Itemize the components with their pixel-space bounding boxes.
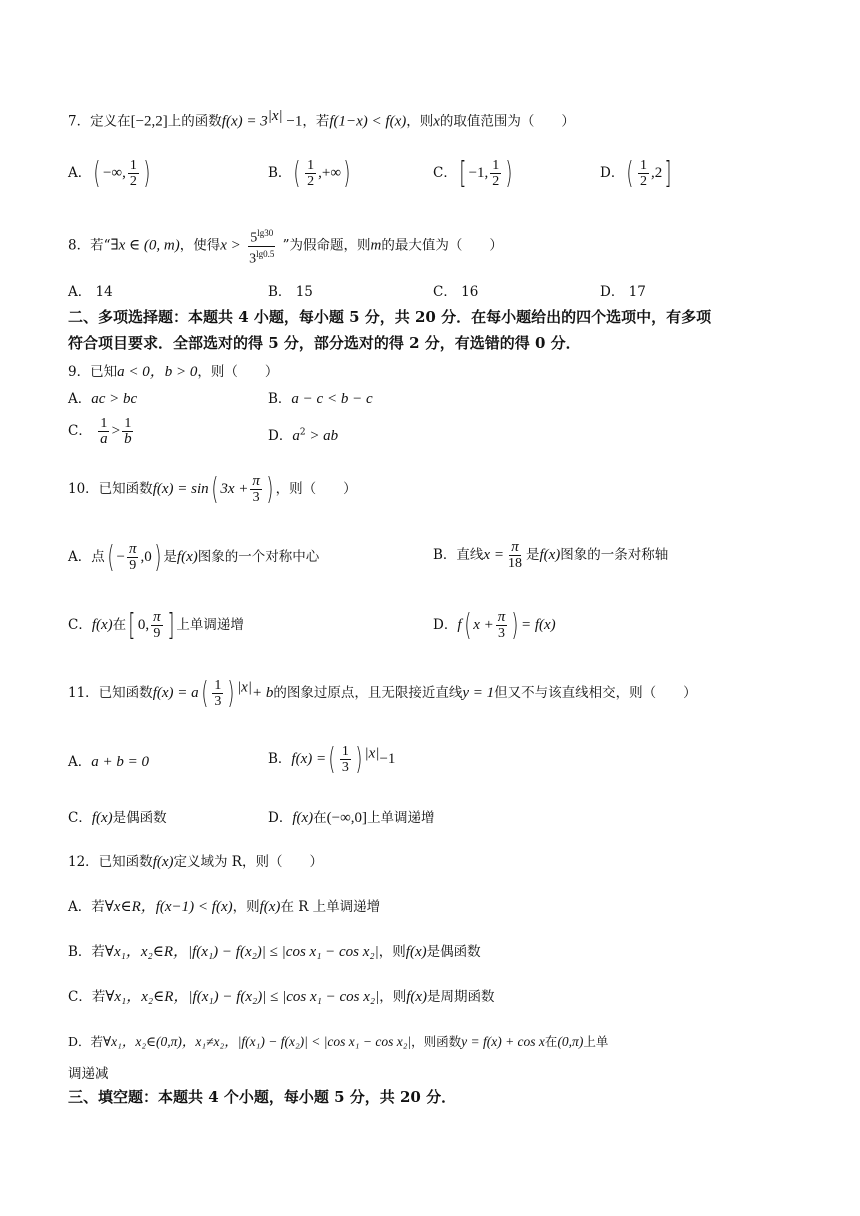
numerator: π xyxy=(128,541,137,557)
option-mid: ，则 xyxy=(379,989,407,1005)
denominator: 2 xyxy=(307,174,315,189)
option-tail: > ab xyxy=(305,428,339,444)
q7-func: f(x) = 3 xyxy=(221,113,268,130)
q11-option-b[interactable]: B．f(x) =( $\frac{1}{3}$ ) $^{|x|}$−1 xyxy=(268,742,396,777)
q11-option-a[interactable] xyxy=(68,750,149,771)
numerator: π xyxy=(252,473,260,489)
q11-text-a: 11．已知函数 xyxy=(68,685,153,701)
option-tail: 是偶函数 xyxy=(112,810,167,826)
option-rhs: = f(x) xyxy=(520,617,556,633)
option-label: D． xyxy=(433,617,458,633)
numerator: 1 xyxy=(307,158,315,173)
option-tail: 上单调递增 xyxy=(367,810,435,826)
q11-exp: |x| xyxy=(237,679,252,696)
fraction-1 xyxy=(98,416,110,447)
q7-stem xyxy=(68,108,575,131)
option-func: f(x) xyxy=(292,810,314,826)
option-label: A．点 xyxy=(68,549,105,565)
q12-option-d[interactable] xyxy=(68,1030,608,1050)
denominator: 9 xyxy=(129,558,137,573)
option-label: C． xyxy=(68,617,92,633)
option-is: 是 xyxy=(525,547,540,563)
section-2-line2: 符合项目要求．全部选对的得 5 分，部分选对的得 2 分，有选错的得 0 分． xyxy=(68,334,581,352)
q10-option-d[interactable]: D．f( x + $\frac{\pi}{3}$ ) = f(x) xyxy=(433,608,556,643)
q12-option-c[interactable] xyxy=(68,985,495,1006)
option-exp: |x| xyxy=(364,745,380,762)
option-mid: ，则函数 xyxy=(411,1034,462,1049)
option-fraction xyxy=(490,158,501,189)
q11-fraction xyxy=(212,678,223,709)
q9-option-b[interactable] xyxy=(268,387,373,408)
option-label: A．若 xyxy=(68,899,105,915)
numerator: π xyxy=(153,609,161,625)
option-sup: 2 xyxy=(299,427,306,438)
option-label: A． xyxy=(68,165,92,181)
numerator: 1 xyxy=(124,416,132,431)
q11-text-b: 的图象过原点，且无限接近直线 xyxy=(273,685,463,701)
q9-cond: a < 0，b > 0 xyxy=(117,364,198,380)
option-fraction xyxy=(128,158,139,189)
operator: > xyxy=(111,423,121,439)
q7-interval: [−2,2] xyxy=(130,113,168,130)
option-quantifier: ∀x₁，x₂∈R， xyxy=(105,989,189,1005)
option-tail: 在 R 上单调递增 xyxy=(280,899,381,915)
option-label: B． xyxy=(268,751,292,767)
q9-option-d[interactable] xyxy=(268,424,338,445)
option-quantifier: ∀x∈R， xyxy=(104,899,156,915)
q8-ineq: x > xyxy=(220,237,241,254)
option-func: f(x) xyxy=(406,989,428,1005)
option-func: f(x) xyxy=(91,617,113,633)
q7-func-tail: −1 xyxy=(282,113,303,130)
option-label: C．若 xyxy=(68,989,106,1005)
section-3-title: 三、填空题：本题共 4 个小题，每小题 5 分，共 20 分． xyxy=(68,1088,457,1106)
option-left: − xyxy=(116,549,125,565)
option-label: C． xyxy=(68,423,92,439)
q11-option-d[interactable] xyxy=(268,806,435,827)
q12-text-a: 12．已知函数 xyxy=(68,854,153,870)
option-in: 在 xyxy=(313,810,327,826)
q10-option-c[interactable]: C．f(x)在[ 0, $\frac{\pi}{9}$ ] 上单调递增 xyxy=(68,608,244,643)
option-inner: x + xyxy=(473,617,494,633)
option-expr: ac > bc xyxy=(91,391,138,407)
denominator: 18 xyxy=(507,556,522,571)
q11-option-c[interactable] xyxy=(68,806,167,827)
option-left: 0, xyxy=(137,617,150,633)
denominator: a xyxy=(100,431,108,447)
option-cond: f(x−1) < f(x) xyxy=(155,899,233,915)
option-label: D． xyxy=(268,428,293,444)
option-func: f(x) = xyxy=(291,751,327,767)
q10-text-a: 10．已知函数 xyxy=(68,481,153,497)
q8-stem xyxy=(68,226,503,266)
numerator: 1 xyxy=(100,416,108,431)
option-expr: a + b = 0 xyxy=(91,754,149,770)
option-is: 是 xyxy=(163,549,177,565)
denominator: 2 xyxy=(492,174,500,189)
q8-text-a: 8．若“ xyxy=(68,237,111,254)
option-quantifier: ∀x₁，x₂∈R， xyxy=(104,944,188,960)
q8-option-a[interactable]: A． 14 xyxy=(68,284,113,300)
numerator: 1 xyxy=(341,744,349,759)
q7-var: x xyxy=(433,113,440,130)
option-tail: 图象的一个对称中心 xyxy=(197,549,320,565)
q8-var: m xyxy=(370,237,382,254)
q7-text-b: 上的函数 xyxy=(167,113,222,130)
q11-func: f(x) = a xyxy=(152,685,199,701)
q8-option-c[interactable]: C． 16 xyxy=(433,284,479,300)
q10-option-b[interactable] xyxy=(433,540,668,571)
option-mid: ，则 xyxy=(378,944,406,960)
q7-text: 7．定义在 xyxy=(68,113,131,130)
q12-func: f(x) xyxy=(152,854,174,870)
option-label: D． xyxy=(268,810,293,826)
option-interval: (0,π) xyxy=(557,1034,584,1049)
q11-line: y = 1 xyxy=(462,685,495,701)
q7-text-e: 的取值范围为（ ） xyxy=(439,113,575,130)
q7-option-b[interactable]: B．( $\frac{1}{2}$ ,+∞) xyxy=(268,156,351,191)
option-tail: 上单调递增 xyxy=(176,617,244,633)
q12-stem xyxy=(68,850,323,871)
option-label: B．若 xyxy=(68,944,105,960)
q9-text-b: ，则（ ） xyxy=(197,364,279,380)
option-fraction xyxy=(506,540,524,571)
option-label: C． xyxy=(68,810,92,826)
q11-stem: 11．已知函数f(x) = a( $\frac{1}{3}$ ) $^{|x|}$+ b的图象过原点，且无限接近直线y = 1但又不与该直线相交，则（ ） xyxy=(68,676,697,711)
option-tail: 是偶函数 xyxy=(426,944,481,960)
numerator: 1 xyxy=(640,158,648,173)
q7-text-c: ，若 xyxy=(302,113,330,130)
q7-option-c[interactable]: C．[ −1, $\frac{1}{2}$ ) xyxy=(433,156,513,191)
q8-den-exp: lg0.5 xyxy=(256,248,275,259)
option-label: A． xyxy=(68,754,92,770)
q8-text-d: 的最大值为（ ） xyxy=(381,237,503,254)
denominator: b xyxy=(124,431,132,447)
option-fraction xyxy=(638,158,649,189)
option-func: f(x) xyxy=(259,899,281,915)
option-right: ,+∞ xyxy=(318,165,342,181)
q11-tail: + b xyxy=(251,685,274,701)
option-right: ,0 xyxy=(140,549,152,565)
option-cond: |f(x₁) − f(x₂)| ≤ |cos x₁ − cos x₂| xyxy=(188,989,380,1005)
option-tail: 图象的一条对称轴 xyxy=(560,547,669,563)
q8-text-b: ，使得 xyxy=(179,237,221,254)
q10-inner: 3x + xyxy=(220,481,249,497)
q12-option-d-wrap: 调递减 xyxy=(68,1066,109,1082)
denominator: 2 xyxy=(640,174,648,189)
option-left: −1, xyxy=(468,165,489,181)
option-lhs: x = xyxy=(483,547,504,563)
q10-func: f(x) = sin xyxy=(152,481,209,497)
q7-exp: |x| xyxy=(267,108,283,124)
denominator: 3 xyxy=(214,694,222,709)
option-in: 在 xyxy=(112,617,127,633)
option-cond: |f(x₁) − f(x₂)| ≤ |cos x₁ − cos x₂| xyxy=(188,944,379,960)
q9-option-c[interactable] xyxy=(68,416,136,447)
q8-option-d[interactable]: D． 17 xyxy=(600,284,646,300)
q12-option-a[interactable] xyxy=(68,895,380,916)
option-func: f(x) xyxy=(539,547,561,563)
option-tail: 上单 xyxy=(583,1034,609,1049)
q7-option-a[interactable]: A．( −∞, $\frac{1}{2}$ ) xyxy=(68,156,151,191)
q12-text-b: 定义域为 R，则（ ） xyxy=(173,854,323,870)
option-fraction xyxy=(496,610,508,641)
q11-text-c: 但又不与该直线相交，则（ ） xyxy=(494,685,697,701)
denominator: 3 xyxy=(341,760,349,775)
option-label: D．若 xyxy=(68,1034,104,1049)
option-interval: (−∞,0] xyxy=(326,810,368,826)
option-func: f(x) xyxy=(405,944,427,960)
denominator: 9 xyxy=(153,626,161,641)
option-tail: 是周期函数 xyxy=(427,989,495,1005)
numerator: 1 xyxy=(129,158,137,173)
q9-option-a[interactable] xyxy=(68,387,137,408)
option-cond: |f(x₁) − f(x₂)| < |cos x₁ − cos x₂| xyxy=(237,1034,412,1049)
q8-exists: ∃x ∈ (0, m) xyxy=(110,237,180,254)
option-in: 在 xyxy=(544,1034,558,1049)
option-label: B．直线 xyxy=(433,547,484,563)
denominator: 3 xyxy=(498,626,505,641)
q7-option-d[interactable]: D．( $\frac{1}{2}$ ,2] xyxy=(600,156,672,191)
option-label: B． xyxy=(268,165,292,181)
denominator: 2 xyxy=(129,174,137,189)
q8-num-exp: lg30 xyxy=(257,228,274,238)
option-fraction xyxy=(151,610,163,641)
option-quantifier: ∀x₁，x₂∈(0,π)，x₁≠x₂， xyxy=(103,1034,238,1049)
option-func: f(x) xyxy=(176,549,198,565)
q10-text-b: ，则（ ） xyxy=(275,481,357,497)
q10-option-a[interactable]: A．点( − $\frac{\pi}{9}$ ,0) 是f(x)图象的一个对称中心 xyxy=(68,540,320,575)
q8-fraction xyxy=(247,226,276,266)
q9-text-a: 9．已知 xyxy=(68,364,118,380)
q10-stem: 10．已知函数f(x) = sin( 3x + $\frac{\pi}{3}$ ) ，则（ ） xyxy=(68,472,357,507)
section-2-line1: 二、多项选择题：本题共 4 小题，每小题 5 分，共 20 分．在每小题给出的四个选项中，有多项 xyxy=(68,308,712,326)
q9-stem xyxy=(68,360,278,381)
q8-text-c: ”为假命题，则 xyxy=(282,237,371,254)
q12-option-b[interactable] xyxy=(68,940,481,961)
option-expr: a − c < b − c xyxy=(291,391,373,407)
numerator: π xyxy=(497,609,506,625)
numerator: 1 xyxy=(214,678,222,693)
q7-text-d: ，则 xyxy=(406,113,434,130)
q8-option-b[interactable]: B． 15 xyxy=(268,284,313,300)
q8-num: 5 xyxy=(250,230,258,246)
option-fraction xyxy=(127,542,139,573)
q7-cond: f(1−x) < f(x) xyxy=(329,113,407,130)
fraction-2 xyxy=(122,416,134,447)
option-expr: a xyxy=(292,428,300,444)
numerator: π xyxy=(511,539,519,555)
option-left: −∞, xyxy=(102,165,126,181)
denominator: 3 xyxy=(252,490,260,505)
option-right: ,2 xyxy=(651,165,663,181)
option-func: y = f(x) + cos x xyxy=(461,1034,545,1049)
option-label: A． xyxy=(68,391,92,407)
option-fraction xyxy=(305,158,316,189)
option-func: f(x) xyxy=(91,810,113,826)
q8-den: 3 xyxy=(249,251,257,267)
option-label: D． xyxy=(600,165,625,181)
option-label: B． xyxy=(268,391,292,407)
q10-fraction xyxy=(250,474,262,505)
numerator: 1 xyxy=(492,158,500,173)
option-tail: −1 xyxy=(379,751,396,767)
option-label: C． xyxy=(433,165,457,181)
option-func: f xyxy=(457,617,462,633)
option-mid: ，则 xyxy=(232,899,260,915)
option-fraction xyxy=(340,744,351,775)
